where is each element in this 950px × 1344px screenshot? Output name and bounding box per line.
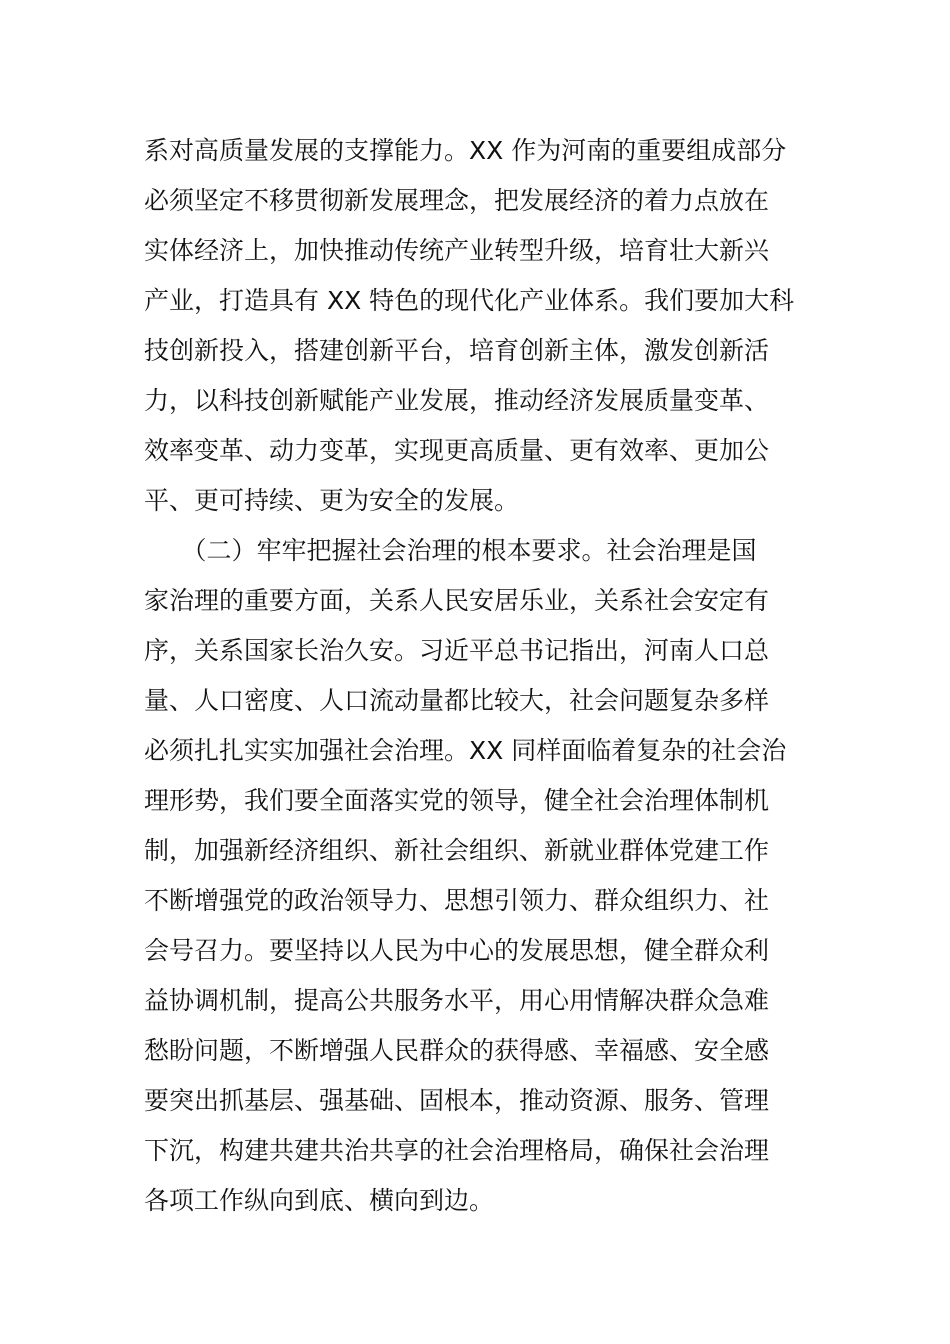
text-line-1: 系对高质量发展的支撑能力。XX 作为河南的重要组成部分 xyxy=(144,136,787,165)
text-line-8: 平、更可持续、更为安全的发展。 xyxy=(144,486,520,515)
text-line-10: 家治理的重要方面，关系人民安居乐业，关系社会安定有 xyxy=(144,586,770,615)
text-line-15: 制，加强新经济组织、新社会组织、新就业群体党建工作 xyxy=(144,836,770,865)
text-line-7: 效率变革、动力变革，实现更高质量、更有效率、更加公 xyxy=(144,436,770,465)
text-line-2: 必须坚定不移贯彻新发展理念，把发展经济的着力点放在 xyxy=(144,186,770,215)
text-line-11: 序，关系国家长治久安。习近平总书记指出，河南人口总 xyxy=(144,636,770,665)
document-body-text xyxy=(144,126,814,1226)
text-line-17: 会号召力。要坚持以人民为中心的发展思想，健全群众利 xyxy=(144,936,770,965)
text-line-6: 力，以科技创新赋能产业发展，推动经济发展质量变革、 xyxy=(144,386,770,415)
text-line-21: 下沉，构建共建共治共享的社会治理格局，确保社会治理 xyxy=(144,1136,770,1165)
text-line-3: 实体经济上，加快推动传统产业转型升级，培育壮大新兴 xyxy=(144,236,770,265)
text-line-22: 各项工作纵向到底、横向到边。 xyxy=(144,1186,495,1215)
text-line-18: 益协调机制，提高公共服务水平，用心用情解决群众急难 xyxy=(144,986,770,1015)
text-line-12: 量、人口密度、人口流动量都比较大，社会问题复杂多样 xyxy=(144,686,770,715)
text-line-16: 不断增强党的政治领导力、思想引领力、群众组织力、社 xyxy=(144,886,770,915)
text-line-19: 愁盼问题，不断增强人民群众的获得感、幸福感、安全感 xyxy=(144,1036,770,1065)
text-line-5: 技创新投入，搭建创新平台，培育创新主体，激发创新活 xyxy=(144,336,770,365)
text-line-14: 理形势，我们要全面落实党的领导，健全社会治理体制机 xyxy=(144,786,770,815)
text-line-4: 产业，打造具有 XX 特色的现代化产业体系。我们要加大科 xyxy=(144,286,795,315)
section-heading-line: （二）牢牢把握社会治理的根本要求。社会治理是国 xyxy=(144,536,757,565)
text-line-13: 必须扎扎实实加强社会治理。XX 同样面临着复杂的社会治 xyxy=(144,736,787,765)
text-line-20: 要突出抓基层、强基础、固根本，推动资源、服务、管理 xyxy=(144,1086,770,1115)
